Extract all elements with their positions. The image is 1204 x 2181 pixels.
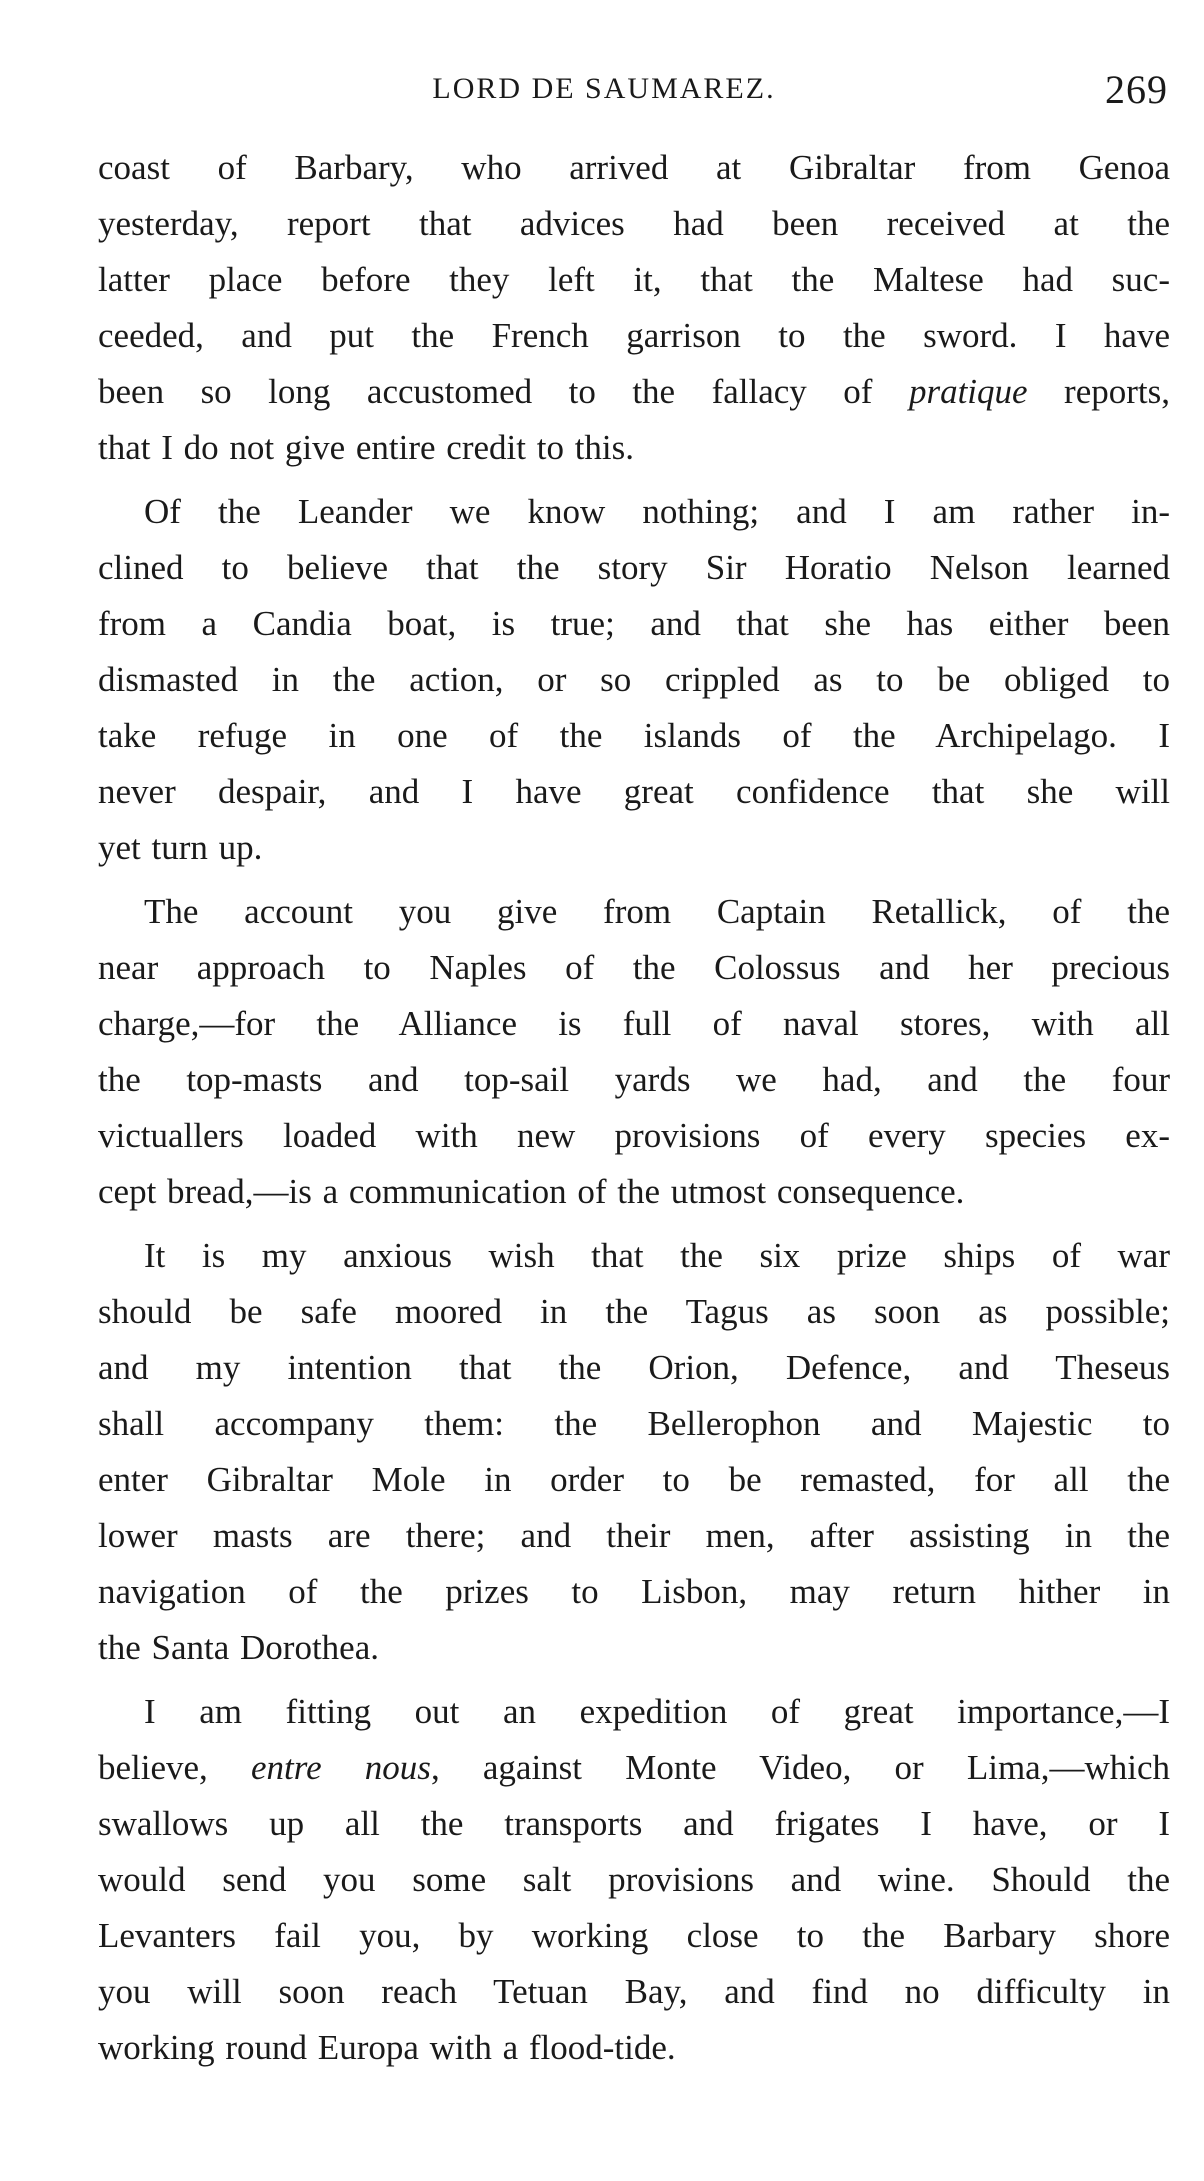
text-line bbox=[98, 420, 1170, 476]
text-segment: from a Candia boat, is true; and that she has either been bbox=[98, 604, 1170, 643]
text-segment: the top-masts and top-sail yards we had, and the four bbox=[98, 1060, 1170, 1099]
text-segment: near approach to Naples of the Colossus and her precious bbox=[98, 948, 1170, 987]
text-line bbox=[98, 1564, 1170, 1620]
text-segment: dismasted in the action, or so crippled as to be obliged to bbox=[98, 660, 1170, 699]
text-segment: lower masts are there; and their men, after assisting in the bbox=[98, 1516, 1170, 1555]
text-segment: Levanters fail you, by working close to the Barbary shore bbox=[98, 1916, 1170, 1955]
text-segment: never despair, and I have great confidence that she will bbox=[98, 772, 1170, 811]
text-line bbox=[98, 1396, 1170, 1452]
text-line bbox=[98, 1964, 1170, 2020]
text-line bbox=[98, 1740, 1170, 1796]
text-segment: shall accompany them: the Bellerophon and Majestic to bbox=[98, 1404, 1170, 1443]
text-segment: working round Europa with a flood-tide. bbox=[98, 2028, 676, 2067]
text-line bbox=[98, 1164, 1170, 1220]
text-line bbox=[98, 1340, 1170, 1396]
text-segment: coast of Barbary, who arrived at Gibraltar from Genoa bbox=[98, 148, 1170, 187]
text-line bbox=[98, 252, 1170, 308]
text-line bbox=[98, 196, 1170, 252]
text-line bbox=[98, 364, 1170, 420]
text-segment: navigation of the prizes to Lisbon, may return hither in bbox=[98, 1572, 1170, 1611]
page-number: 269 bbox=[1105, 67, 1168, 112]
running-title: LORD DE SAUMAREZ. bbox=[432, 72, 776, 105]
italic-text: pratique bbox=[908, 372, 1028, 411]
text-line bbox=[98, 1508, 1170, 1564]
text-line bbox=[98, 996, 1170, 1052]
text-line bbox=[98, 1052, 1170, 1108]
text-line bbox=[98, 1228, 1170, 1284]
text-line bbox=[98, 1620, 1170, 1676]
paragraph bbox=[98, 484, 1170, 876]
text-line bbox=[98, 1284, 1170, 1340]
text-segment: that I do not give entire credit to this. bbox=[98, 428, 635, 467]
text-segment: victuallers loaded with new provisions of every species ex- bbox=[98, 1116, 1170, 1155]
text-segment: ceeded, and put the French garrison to the sword. I have bbox=[98, 316, 1170, 355]
text-segment: believe, bbox=[98, 1748, 251, 1787]
text-line bbox=[98, 708, 1170, 764]
text-segment: you will soon reach Tetuan Bay, and find no difficulty in bbox=[98, 1972, 1170, 2011]
text-line bbox=[98, 1684, 1170, 1740]
text-line bbox=[98, 540, 1170, 596]
text-segment: reports, bbox=[1027, 372, 1170, 411]
text-line bbox=[98, 820, 1170, 876]
text-line bbox=[98, 308, 1170, 364]
paragraph bbox=[98, 884, 1170, 1220]
text-line bbox=[98, 1108, 1170, 1164]
text-segment: charge,—for the Alliance is full of naval stores, with all bbox=[98, 1004, 1170, 1043]
text-segment: latter place before they left it, that the Maltese had suc- bbox=[98, 260, 1170, 299]
text-line bbox=[98, 1852, 1170, 1908]
paragraph bbox=[98, 1684, 1170, 2076]
text-segment: and my intention that the Orion, Defence, and Theseus bbox=[98, 1348, 1170, 1387]
text-segment: yesterday, report that advices had been received at the bbox=[98, 204, 1170, 243]
text-line bbox=[98, 596, 1170, 652]
text-line bbox=[98, 1796, 1170, 1852]
text-line bbox=[98, 764, 1170, 820]
text-segment: enter Gibraltar Mole in order to be remasted, for all the bbox=[98, 1460, 1170, 1499]
text-line bbox=[98, 140, 1170, 196]
text-segment: swallows up all the transports and frigates I have, or I bbox=[98, 1804, 1170, 1843]
text-segment: It is my anxious wish that the six prize ships of war bbox=[144, 1236, 1170, 1275]
text-segment: yet turn up. bbox=[98, 828, 263, 867]
text-segment: , against Monte Video, or Lima,—which bbox=[430, 1748, 1170, 1787]
text-segment: cept bread,—is a communication of the utmost consequence. bbox=[98, 1172, 965, 1211]
text-segment: clined to believe that the story Sir Horatio Nelson learned bbox=[98, 548, 1170, 587]
text-segment: been so long accustomed to the fallacy of bbox=[98, 372, 909, 411]
text-segment: The account you give from Captain Retallick, of the bbox=[144, 892, 1170, 931]
text-line bbox=[98, 884, 1170, 940]
text-line bbox=[98, 2020, 1170, 2076]
text-segment: would send you some salt provisions and wine. Should the bbox=[98, 1860, 1170, 1899]
paragraph bbox=[98, 1228, 1170, 1676]
text-line bbox=[98, 1908, 1170, 1964]
text-segment: the Santa Dorothea. bbox=[98, 1628, 379, 1667]
text-segment: take refuge in one of the islands of the Archipelago. I bbox=[98, 716, 1170, 755]
body-text bbox=[98, 140, 1170, 2084]
text-segment: I am fitting out an expedition of great importance,—I bbox=[144, 1692, 1170, 1731]
page-header bbox=[100, 66, 1168, 126]
italic-text: entre nous bbox=[251, 1748, 431, 1787]
text-line bbox=[98, 1452, 1170, 1508]
text-segment: Of the Leander we know nothing; and I am rather in- bbox=[144, 492, 1170, 531]
paragraph bbox=[98, 140, 1170, 476]
text-line bbox=[98, 484, 1170, 540]
text-segment: should be safe moored in the Tagus as soon as possible; bbox=[98, 1292, 1170, 1331]
text-line bbox=[98, 940, 1170, 996]
text-line bbox=[98, 652, 1170, 708]
